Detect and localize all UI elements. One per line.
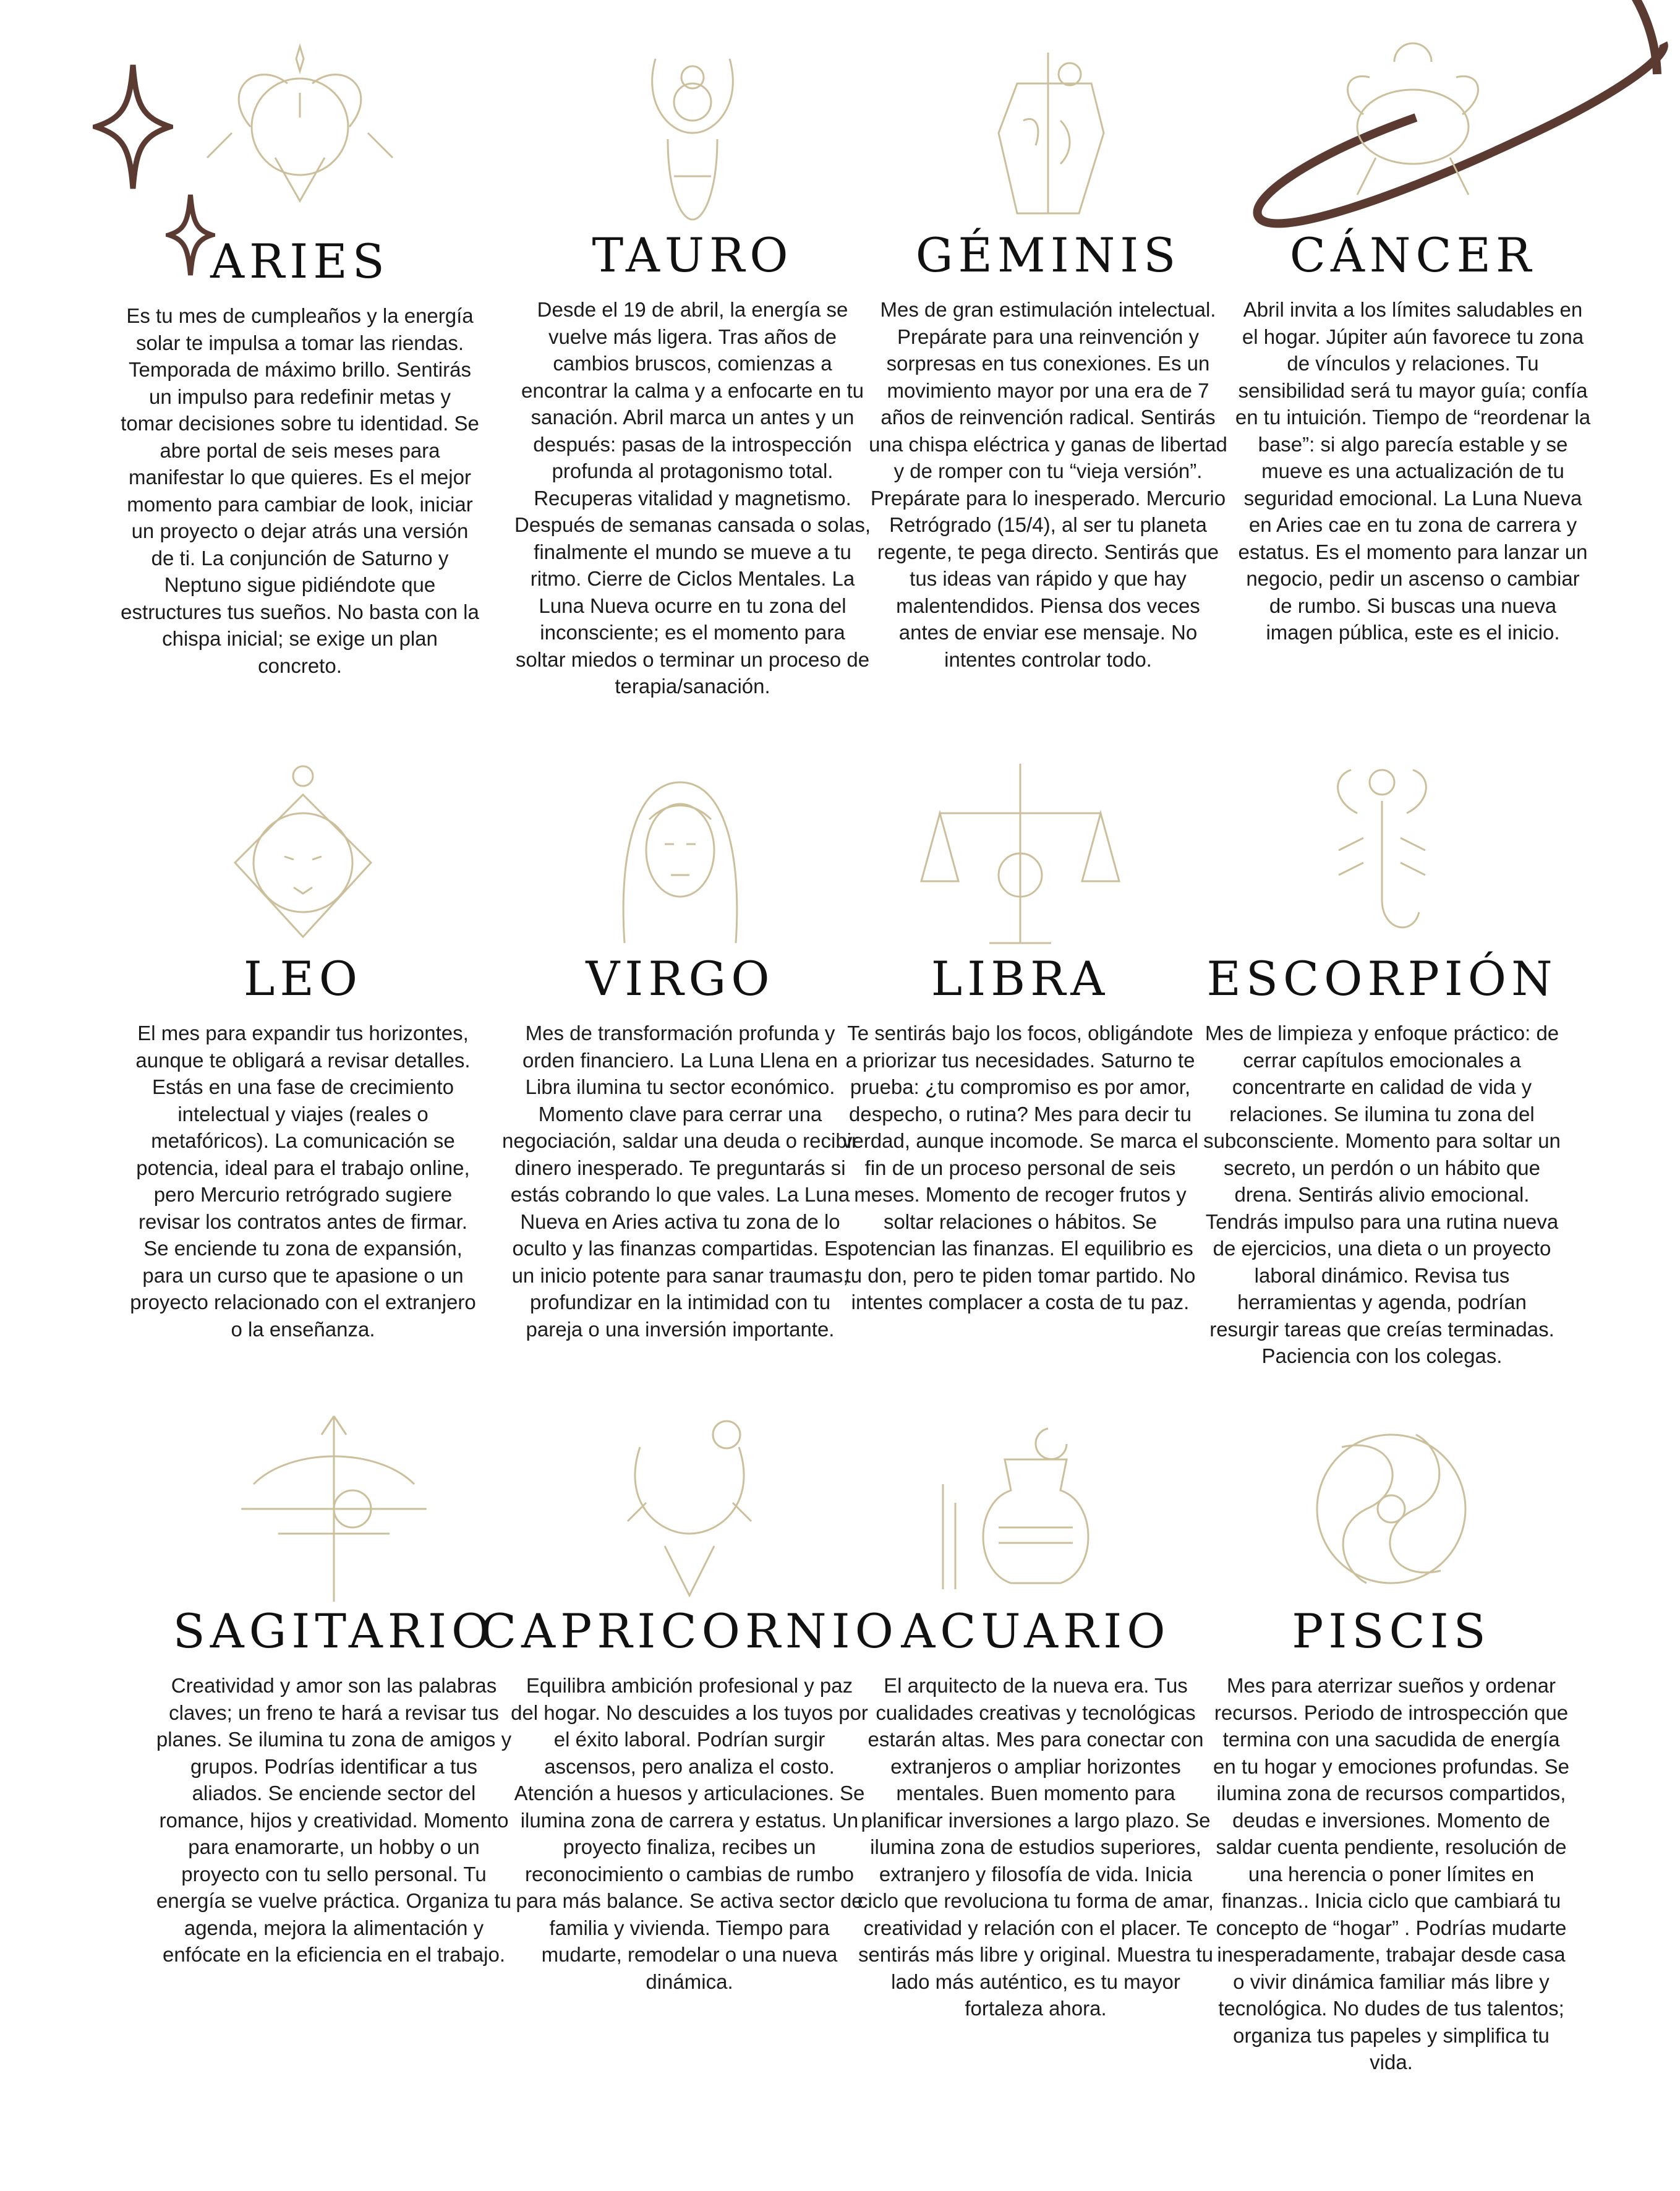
sign-name: SAGITARIO — [173, 1604, 495, 1659]
sign-name: ESCORPIÓN — [1206, 951, 1558, 1006]
sign-name: PISCIS — [1292, 1604, 1491, 1659]
sign-card-geminis — [863, 34, 1234, 673]
sign-name: CAPRICORNIO — [480, 1604, 898, 1659]
cancer-crab-icon — [1295, 34, 1530, 232]
sign-card-leo — [117, 758, 488, 1343]
sign-card-cancer — [1227, 34, 1598, 646]
sign-card-aries — [114, 34, 485, 679]
sign-description: Mes para aterrizar sueños y ordenar recursos. Periodo de introspección que termina con una sacudida de energía en tu hogar y emociones profundas. Se ilumina zona de recursos compartidos, deudas e inversiones. Momento de saldar cuenta pendiente, resolución de una herencia o poner límites en finanzas.. Inicia ciclo que cambiará tu concepto de “hogar” . Podrías mudarte inesperadamente, trabajar desde casa o vivir dinámica familiar más libre y tecnológica. No dudes de tus talentos; organiza tus papeles y simplifica tu vida. — [1213, 1674, 1570, 2074]
scorpio-scorpion-icon — [1264, 758, 1499, 955]
sagittarius-bow-icon — [216, 1410, 451, 1608]
sign-card-sagitario — [148, 1410, 519, 1968]
sign-card-piscis — [1206, 1410, 1577, 2076]
aquarius-vase-icon — [918, 1410, 1153, 1608]
sign-card-tauro — [507, 34, 878, 700]
capricorn-goat-icon — [572, 1410, 807, 1608]
sign-card-acuario — [850, 1410, 1221, 2022]
leo-lion-icon — [185, 758, 420, 955]
sign-description: Equilibra ambición profesional y paz del hogar. No descuides a los tuyos por el éxito laboral. Podrían surgir ascensos, pero analiza el costo. Atención a huesos y articulaciones. Se ilumina zona de carrera y estatus. Un proyecto finaliza, recibes un reconocimiento o cambias de rumbo para más balance. Se activa sector de familia y vivienda. Tiempo para mudarte, remodelar o una nueva dinámica. — [511, 1674, 868, 1993]
sign-description: El arquitecto de la nueva era. Tus cualidades creativas y tecnológicas estarán altas. Mes para conectar con extranjeros o ampliar horizontes mentales. Buen momento para planificar inversiones a largo plazo. Se ilumina zona de estudios superiores, extranjero y filosofía de vida. Inicia ciclo que revoluciona tu forma de amar, creatividad y relación con el placer. Te sentirás más libre y original. Muestra tu lado más auténtico, es tu mayor fortaleza ahora. — [858, 1674, 1214, 2020]
sign-description: Mes de gran estimulación intelectual. Prepárate para una reinvención y sorpresas en tus conexiones. Es un movimiento mayor por una era de 7 años de reinvención radical. Sentirás una chispa eléctrica y ganas de libertad y de romper con tu “vieja versión”. Prepárate para lo inesperado. Mercurio Retrógrado (15/4), al ser tu planeta regente, te pega directo. Sentirás que tus ideas van rápido y que hay malentendidos. Piensa dos veces antes de enviar ese mensaje. No intentes controlar todo. — [869, 298, 1227, 671]
sign-name: VIRGO — [586, 951, 775, 1006]
taurus-bull-icon — [575, 34, 810, 232]
sign-description: Te sentirás bajo los focos, obligándote a priorizar tus necesidades. Saturno te prueba: ¿tu compromiso es por amor, despecho, o rutina? Mes para decir tu verdad, aunque incomode. Se marca el fin de un proceso personal de seis meses. Momento de recoger frutos y soltar relaciones o hábitos. Se potencian las finanzas. El equilibrio es tu don, pero te piden tomar partido. No intentes complacer a costa de tu paz. — [842, 1022, 1199, 1313]
sign-name: CÁNCER — [1289, 228, 1537, 283]
sign-name: LEO — [243, 951, 363, 1006]
sign-name: TAURO — [592, 228, 793, 283]
sign-description: Desde el 19 de abril, la energía se vuelve más ligera. Tras años de cambios bruscos, comienzas a encontrar la calma y a enfocarte en tu sanación. Abril marca un antes y un después: pasas de la introspección profunda al protagonismo total. Recuperas vitalidad y magnetismo. Después de semanas cansada o solas, finalmente el mundo se mueve a tu ritmo. Cierre de Ciclos Mentales. La Luna Nueva ocurre en tu zona del inconsciente; es el momento para soltar miedos o terminar un proceso de terapia/sanación. — [514, 298, 871, 698]
sign-name: ARIES — [210, 234, 390, 289]
sign-description: El mes para expandir tus horizontes, aunque te obligará a revisar detalles. Estás en una fase de crecimiento intelectual y viajes (reales o metafóricos). La comunicación se potencia, ideal para el trabajo online, pero Mercurio retrógrado sugiere revisar los contratos antes de firmar. Se enciende tu zona de expansión, para un curso que te apasione o un proyecto relacionado con el extranjero o la enseñanza. — [130, 1022, 476, 1341]
sign-description: Mes de transformación profunda y orden financiero. La Luna Llena en Libra ilumina tu sector económico. Momento clave para cerrar una negociación, saldar una deuda o recibir dinero inesperado. Te preguntarás si estás cobrando lo que vales. La Luna Nueva en Aries activa tu zona de lo oculto y las finanzas compartidas. Es un inicio potente para sanar traumas, profundizar en la intimidad con tu pareja o una inversión importante. — [501, 1022, 859, 1341]
gemini-twins-icon — [931, 34, 1166, 232]
pisces-fish-icon — [1274, 1410, 1509, 1608]
sign-description: Abril invita a los límites saludables en el hogar. Júpiter aún favorece tu zona de vínculos y relaciones. Tu sensibilidad será tu mayor guía; confía en tu intuición. Tiempo de “reordenar la base”: si algo parecía estable y se mueve es una actualización de tu seguridad emocional. La Luna Nueva en Aries cae en tu zona de carrera y estatus. Es el momento para lanzar un negocio, pedir un ascenso o cambiar de rumbo. Si buscas una nueva imagen pública, este es el inicio. — [1235, 298, 1591, 644]
sign-name: ACUARIO — [901, 1604, 1170, 1659]
libra-scales-icon — [903, 758, 1138, 955]
sign-card-virgo — [495, 758, 866, 1343]
sign-card-escorpion — [1196, 758, 1567, 1370]
sign-card-capricornio — [480, 1410, 898, 1995]
aries-ram-icon — [182, 34, 417, 232]
sign-description: Mes de limpieza y enfoque práctico: de cerrar capítulos emocionales a concentrarte en calidad de vida y relaciones. Se ilumina tu zona del subconsciente. Momento para soltar un secreto, un perdón o un hábito que drena. Sentirás alivio emocional. Tendrás impulso para una rutina nueva de ejercicios, una dieta o un proyecto laboral dinámico. Revisa tus herramientas y agenda, podrían resurgir tareas que creías terminadas. Paciencia con los colegas. — [1203, 1022, 1561, 1367]
sign-description: Creatividad y amor son las palabras claves; un freno te hará a revisar tus planes. Se ilumina tu zona de amigos y grupos. Podrías identificar a tus aliados. Se enciende sector del romance, hijos y creatividad. Momento para enamorarte, un hobby o un proyecto con tu sello personal. Tu energía se vuelve práctica. Organiza tu agenda, mejora la alimentación y enfócate en la eficiencia en el trabajo. — [156, 1674, 512, 1966]
sign-card-libra — [835, 758, 1206, 1316]
sign-description: Es tu mes de cumpleaños y la energía solar te impulsa a tomar las riendas. Temporada de máximo brillo. Sentirás un impulso para redefinir metas y tomar decisiones sobre tu identidad. Se abre portal de seis meses para manifestar lo que quieres. Es el mejor momento para cambiar de look, iniciar un proyecto o dejar atrás una versión de ti. La conjunción de Saturno y Neptuno sigue pidiéndote que estructures tus sueños. No basta con la chispa inicial; se exige un plan concreto. — [121, 304, 479, 677]
virgo-maiden-icon — [563, 758, 798, 955]
sign-name: LIBRA — [931, 951, 1110, 1006]
sign-name: GÉMINIS — [915, 228, 1181, 283]
